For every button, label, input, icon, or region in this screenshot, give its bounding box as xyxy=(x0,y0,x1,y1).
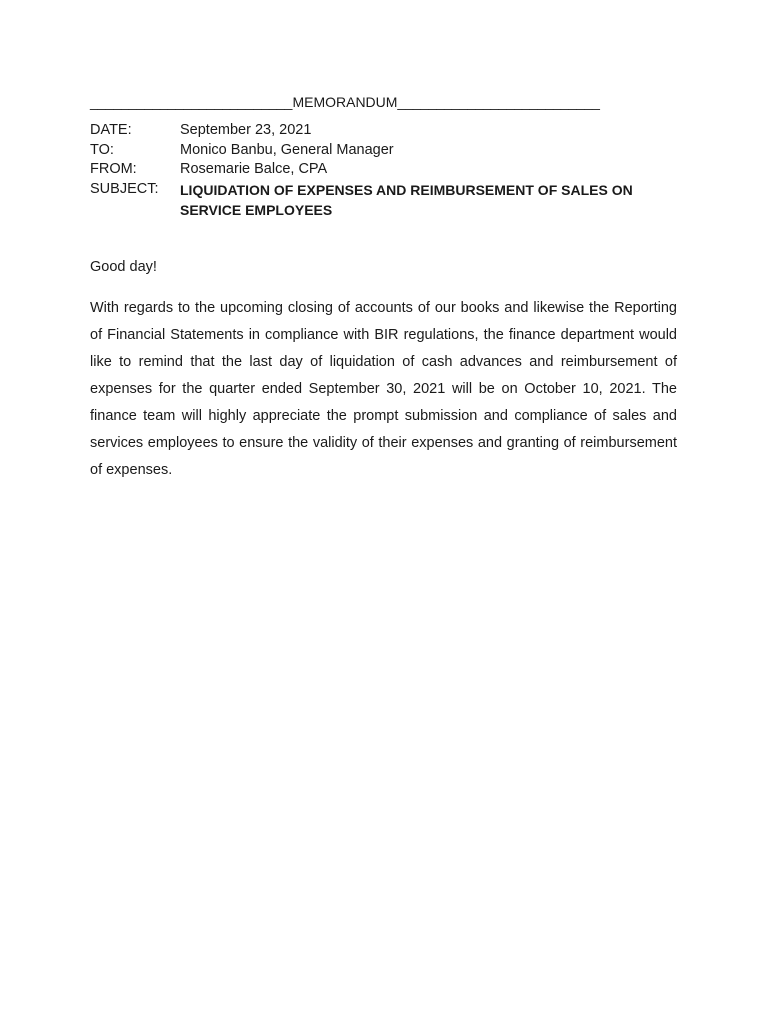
to-value: Monico Banbu, General Manager xyxy=(180,141,394,158)
from-row xyxy=(90,160,680,180)
subject-value: LIQUIDATION OF EXPENSES AND REIMBURSEMENT OF SALES ON SERVICE EMPLOYEES xyxy=(180,181,633,218)
to-row xyxy=(90,141,680,161)
memo-title: __________________________MEMORANDUM__________________________ xyxy=(90,94,600,110)
from-value: Rosemarie Balce, CPA xyxy=(180,161,328,177)
body-paragraph: With regards to the upcoming closing of accounts of our books and likewise the Reporting of Financial Statements in compliance with BIR regulations, the finance department would like to remind that the last day of liquidation of cash advances and reimbursement of expenses for the quarter ended September 30, 2021 will be on October 10, 2021. The finance team will highly appreciate the prompt submission and compliance of sales and services employees to ensure the validity of their expenses and granting of reimbursement of expenses. xyxy=(90,300,677,478)
date-row xyxy=(90,121,680,141)
to-label: TO: xyxy=(90,141,114,158)
date-value: September 23, 2021 xyxy=(180,122,312,138)
greeting: Good day! xyxy=(90,259,157,275)
subject-row xyxy=(90,180,680,220)
from-label: FROM: xyxy=(90,161,137,177)
subject-label: SUBJECT: xyxy=(90,180,159,197)
date-label: DATE: xyxy=(90,122,132,138)
memo-header xyxy=(90,121,680,220)
